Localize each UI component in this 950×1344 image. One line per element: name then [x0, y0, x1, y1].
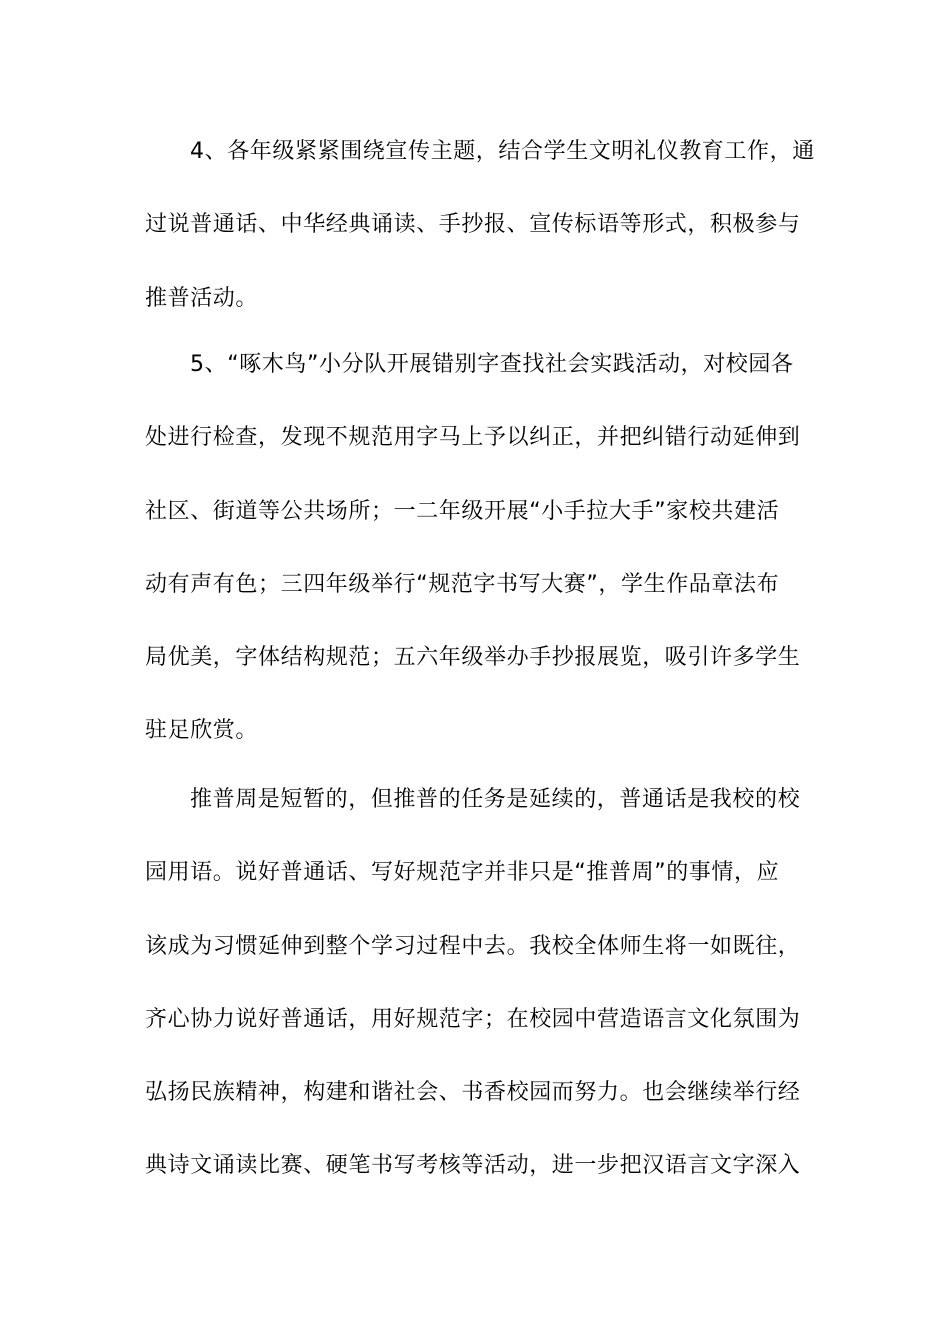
- paragraph-6-line-6: 典诗文诵读比赛、硬笔书写考核等活动，进一步把汉语言文字深入: [145, 1153, 801, 1178]
- paragraph-5-line-3: 社区、街道等公共场所；一二年级开展“小手拉大手”家校共建活: [145, 499, 780, 524]
- paragraph-6-line-3: 该成为习惯延伸到整个学习过程中去。我校全体师生将一如既往，: [145, 934, 801, 959]
- paragraph-5-line-1: 5、“啄木鸟”小分队开展错别字查找社会实践活动，对校园各: [190, 352, 794, 377]
- paragraph-5-line-2: 处进行检查，发现不规范用字马上予以纠正，并把纠错行动延伸到: [145, 425, 801, 450]
- paragraph-6-line-1: 推普周是短暂的，但推普的任务是延续的，普通话是我校的校: [190, 787, 801, 812]
- paragraph-4-line-1: 4、各年级紧紧围绕宣传主题，结合学生文明礼仪教育工作，通: [190, 139, 815, 164]
- paragraph-6-line-2: 园用语。说好普通话、写好规范字并非只是“推普周”的事情，应: [145, 860, 780, 885]
- paragraph-6-line-5: 弘扬民族精神，构建和谐社会、书香校园而努力。也会继续举行经: [145, 1080, 801, 1105]
- paragraph-6-line-4: 齐心协力说好普通话，用好规范字；在校园中营造语言文化氛围为: [145, 1007, 801, 1032]
- paragraph-5-line-4: 动有声有色；三四年级举行“规范字书写大赛”，学生作品章法布: [145, 572, 780, 597]
- paragraph-4-line-2: 过说普通话、中华经典诵读、手抄报、宣传标语等形式，积极参与: [145, 212, 801, 237]
- paragraph-5-line-5: 局优美，字体结构规范；五六年级举办手抄报展览，吸引许多学生: [145, 645, 801, 670]
- paragraph-5-line-6: 驻足欣赏。: [145, 718, 259, 743]
- paragraph-4-line-3: 推普活动。: [145, 286, 259, 311]
